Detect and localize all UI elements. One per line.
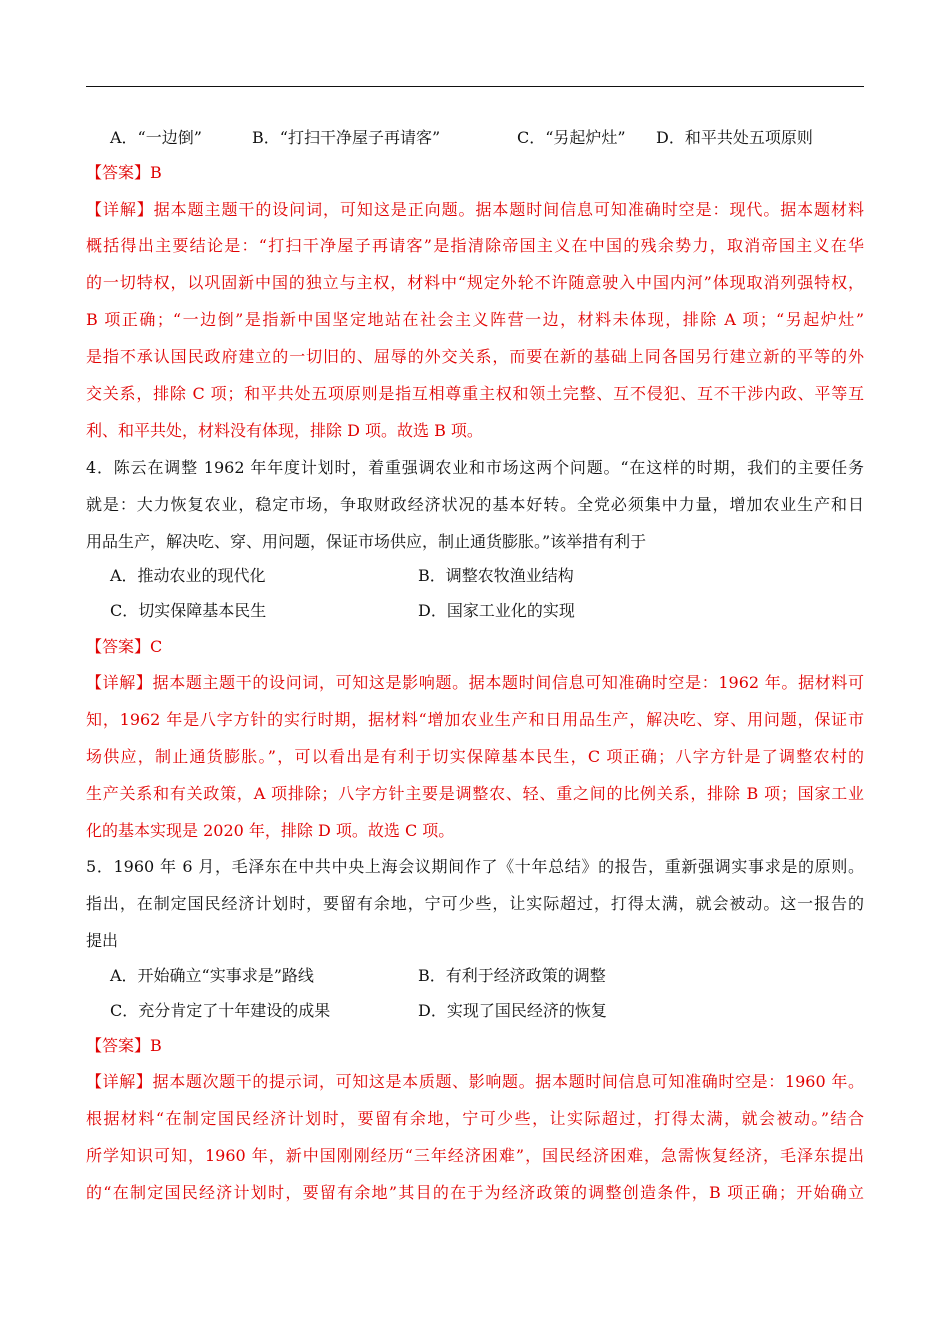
q3-detail-line: B 项正确；“一边倒”是指新中国坚定地站在社会主义阵营一边，材料未体现，排除 A 项；“另起炉灶”	[86, 310, 864, 329]
q3-detail-line: 交关系，排除 C 项；和平共处五项原则是指互相尊重主权和领土完整、互不侵犯、互不干涉内政、平等互	[86, 384, 864, 403]
q4-detail-line: 知，1962 年是八字方针的实行时期，据材料“增加农业生产和日用品生产，解决吃、穿、用问题，保证市	[86, 710, 864, 729]
q4-detail-line: 【详解】据本题主题干的设问词，可知这是影响题。据本题时间信息可知准确时空是：1962 年。据材料可	[86, 673, 864, 692]
header-rule	[86, 86, 864, 87]
q3-detail-line: 的一切特权，以巩固新中国的独立与主权，材料中“规定外轮不许随意驶入中国内河”体现取消列强特权，	[86, 273, 864, 292]
q5-stem-line: 提出	[86, 931, 119, 950]
q4-answer: 【答案】C	[86, 637, 163, 656]
q5-detail-line: 所学知识可知，1960 年，新中国刚刚经历“三年经济困难”，国民经济困难，急需恢复经济，毛泽东提出	[86, 1146, 864, 1165]
q5-option-c: C．充分肯定了十年建设的成果	[110, 1001, 331, 1020]
q5-answer: 【答案】B	[86, 1036, 162, 1055]
q4-stem-line: 4．陈云在调整 1962 年年度计划时，着重强调农业和市场这两个问题。“在这样的时期，我们的主要任务	[86, 458, 864, 477]
q5-detail-line: 的“在制定国民经济计划时，要留有余地”其目的在于为经济政策的调整创造条件，B 项正确；开始确立	[86, 1183, 864, 1202]
q3-detail-line: 【详解】据本题主题干的设问词，可知这是正向题。据本题时间信息可知准确时空是：现代。据本题材料	[86, 200, 864, 219]
q3-option-b: B．“打扫干净屋子再请客”	[252, 128, 441, 147]
q5-stem-line: 指出，在制定国民经济计划时，要留有余地，宁可少些，让实际超过，打得太满，就会被动。这一报告的	[86, 894, 864, 913]
q4-option-b: B．调整农牧渔业结构	[418, 566, 574, 585]
q4-option-c: C．切实保障基本民生	[110, 601, 267, 620]
q5-stem-line: 5．1960 年 6 月，毛泽东在中共中央上海会议期间作了《十年总结》的报告，重新强调实事求是的原则。	[86, 857, 864, 876]
q5-option-b: B．有利于经济政策的调整	[418, 966, 606, 985]
q5-option-a: A．开始确立“实事求是”路线	[110, 966, 314, 985]
q4-detail-line: 化的基本实现是 2020 年，排除 D 项。故选 C 项。	[86, 821, 455, 840]
q4-stem-line: 用品生产，解决吃、穿、用问题，保证市场供应，制止通货膨胀。”该举措有利于	[86, 532, 647, 551]
q4-stem-line: 就是：大力恢复农业，稳定市场，争取财政经济状况的基本好转。全党必须集中力量，增加农业生产和日	[86, 495, 864, 514]
q3-detail-line: 是指不承认国民政府建立的一切旧的、屈辱的外交关系，而要在新的基础上同各国另行建立新的平等的外	[86, 347, 864, 366]
q4-detail-line: 场供应，制止通货膨胀。”，可以看出是有利于切实保障基本民生，C 项正确；八字方针是了调整农村的	[86, 747, 864, 766]
q3-option-a: A．“一边倒”	[110, 128, 202, 147]
q5-detail-line: 【详解】据本题次题干的提示词，可知这是本质题、影响题。据本题时间信息可知准确时空是：1960 年。	[86, 1072, 864, 1091]
q3-answer: 【答案】B	[86, 163, 162, 182]
q4-option-d: D．国家工业化的实现	[418, 601, 575, 620]
q3-option-d: D．和平共处五项原则	[656, 128, 813, 147]
q3-detail-line: 利、和平共处，材料没有体现，排除 D 项。故选 B 项。	[86, 421, 483, 440]
q3-detail-line: 概括得出主要结论是：“打扫干净屋子再请客”是指清除帝国主义在中国的残余势力，取消帝国主义在华	[86, 236, 864, 255]
q3-option-c: C．“另起炉灶”	[517, 128, 626, 147]
q4-detail-line: 生产关系和有关政策，A 项排除；八字方针主要是调整农、轻、重之间的比例关系，排除 B 项；国家工业	[86, 784, 864, 803]
q5-detail-line: 根据材料“在制定国民经济计划时，要留有余地，宁可少些，让实际超过，打得太满，就会被动。”结合	[86, 1109, 864, 1128]
q4-option-a: A．推动农业的现代化	[110, 566, 266, 585]
q5-option-d: D．实现了国民经济的恢复	[418, 1001, 607, 1020]
